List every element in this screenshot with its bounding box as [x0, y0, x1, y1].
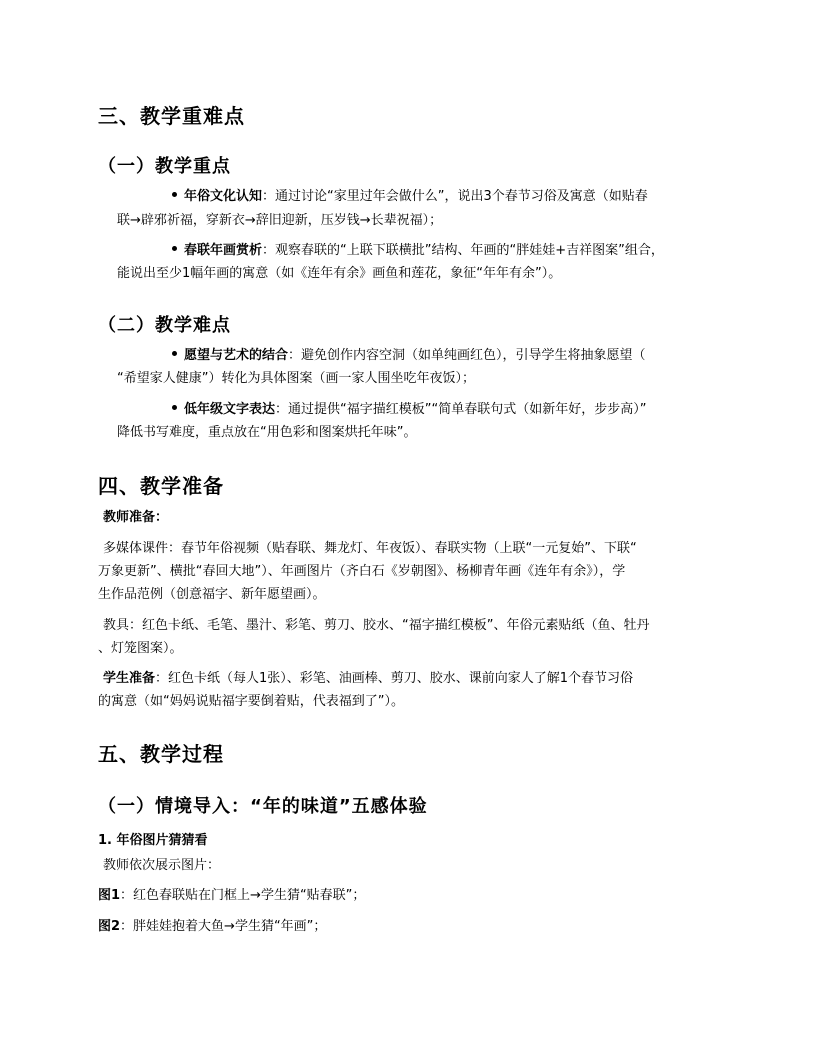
picture-1-label: 图1: [98, 888, 121, 903]
list-item-guess-pictures: 1. 年俗图片猜猜看: [98, 833, 208, 848]
bullet-item-culture-line1: [172, 188, 648, 206]
subsection-key-points-heading: （一）教学重点: [98, 156, 231, 177]
bullet-text: ：通过讨论“家里过年会做什么”，说出3个春节习俗及寓意（如贴春: [262, 189, 648, 204]
bullet-item-culture-line2: 联→辟邪祈福，穿新衣→辞旧迎新，压岁钱→长辈祝福）；: [117, 213, 443, 228]
student-prep-line2: 的寓意（如“妈妈说贴福字要倒着贴，代表福到了”）。: [98, 694, 404, 709]
teacher-prep-label: 教师准备：: [103, 510, 169, 525]
section-4-heading: 四、教学准备: [98, 474, 224, 498]
bullet-icon: [172, 246, 177, 251]
bullet-item-appreciation-line2: 能说出至少1幅年画的寓意（如《连年有余》画鱼和莲花，象征“年年有余”）。: [117, 266, 562, 281]
student-prep-label: 学生准备: [103, 671, 156, 686]
media-courseware-line3: 生作品范例（创意福字、新年愿望画）。: [98, 587, 326, 602]
bullet-item-appreciation-line1: [172, 242, 664, 260]
bullet-item-wish-art-line1: [172, 347, 646, 365]
media-courseware-line2: 万象更新”、横批“春回大地”）、年画图片（齐白石《岁朝图》、杨柳青年画《连年有余》），学: [98, 564, 626, 579]
picture-1-line: [98, 887, 365, 905]
picture-1-text: ：红色春联贴在门框上→学生猜“贴春联”；: [120, 888, 366, 903]
bullet-label: 愿望与艺术的结合: [184, 348, 289, 363]
bullet-item-writing-line2: 降低书写难度，重点放在“用色彩和图案烘托年味”。: [117, 425, 417, 440]
bullet-icon: [172, 192, 177, 197]
bullet-text: ：避免创作内容空洞（如单纯画红色），引导学生将抽象愿望（: [288, 348, 646, 363]
student-prep-line1: [103, 670, 633, 688]
picture-2-label: 图2: [98, 919, 121, 934]
student-prep-text: ：红色卡纸（每人1张）、彩笔、油画棒、剪刀、胶水、课前向家人了解1个春节习俗: [155, 671, 634, 686]
bullet-text: ：观察春联的“上联下联横批”结构、年画的“胖娃娃+吉祥图案”组合，: [262, 243, 664, 258]
subsection-difficulties-heading: （二）教学难点: [98, 315, 231, 336]
bullet-item-writing-line1: [172, 401, 646, 419]
teacher-shows-pictures: 教师依次展示图片：: [103, 858, 221, 873]
subsection-intro-heading: （一）情境导入：“年的味道”五感体验: [98, 796, 428, 817]
media-courseware-line1: 多媒体课件：春节年俗视频（贴春联、舞龙灯、年夜饭）、春联实物（上联“一元复始”、下联“: [103, 541, 637, 556]
section-5-heading: 五、教学过程: [98, 742, 224, 766]
picture-2-text: ：胖娃娃抱着大鱼→学生猜“年画”；: [120, 919, 327, 934]
section-3-heading: 三、教学重难点: [98, 104, 245, 128]
bullet-icon: [172, 351, 177, 356]
bullet-label: 春联年画赏析: [184, 243, 263, 258]
bullet-text: ：通过提供“福字描红模板”“简单春联句式（如新年好，步步高）”: [275, 402, 647, 417]
bullet-label: 年俗文化认知: [184, 189, 263, 204]
teaching-tools-line1: 教具：红色卡纸、毛笔、墨汁、彩笔、剪刀、胶水、“福字描红模板”、年俗元素贴纸（鱼、牡丹: [103, 618, 650, 633]
bullet-item-wish-art-line2: “希望家人健康”）转化为具体图案（画一家人围坐吃年夜饭）；: [117, 371, 475, 386]
teaching-tools-line2: 、灯笼图案）。: [98, 641, 183, 656]
bullet-icon: [172, 405, 177, 410]
picture-2-line: [98, 918, 326, 936]
bullet-label: 低年级文字表达: [184, 402, 276, 417]
